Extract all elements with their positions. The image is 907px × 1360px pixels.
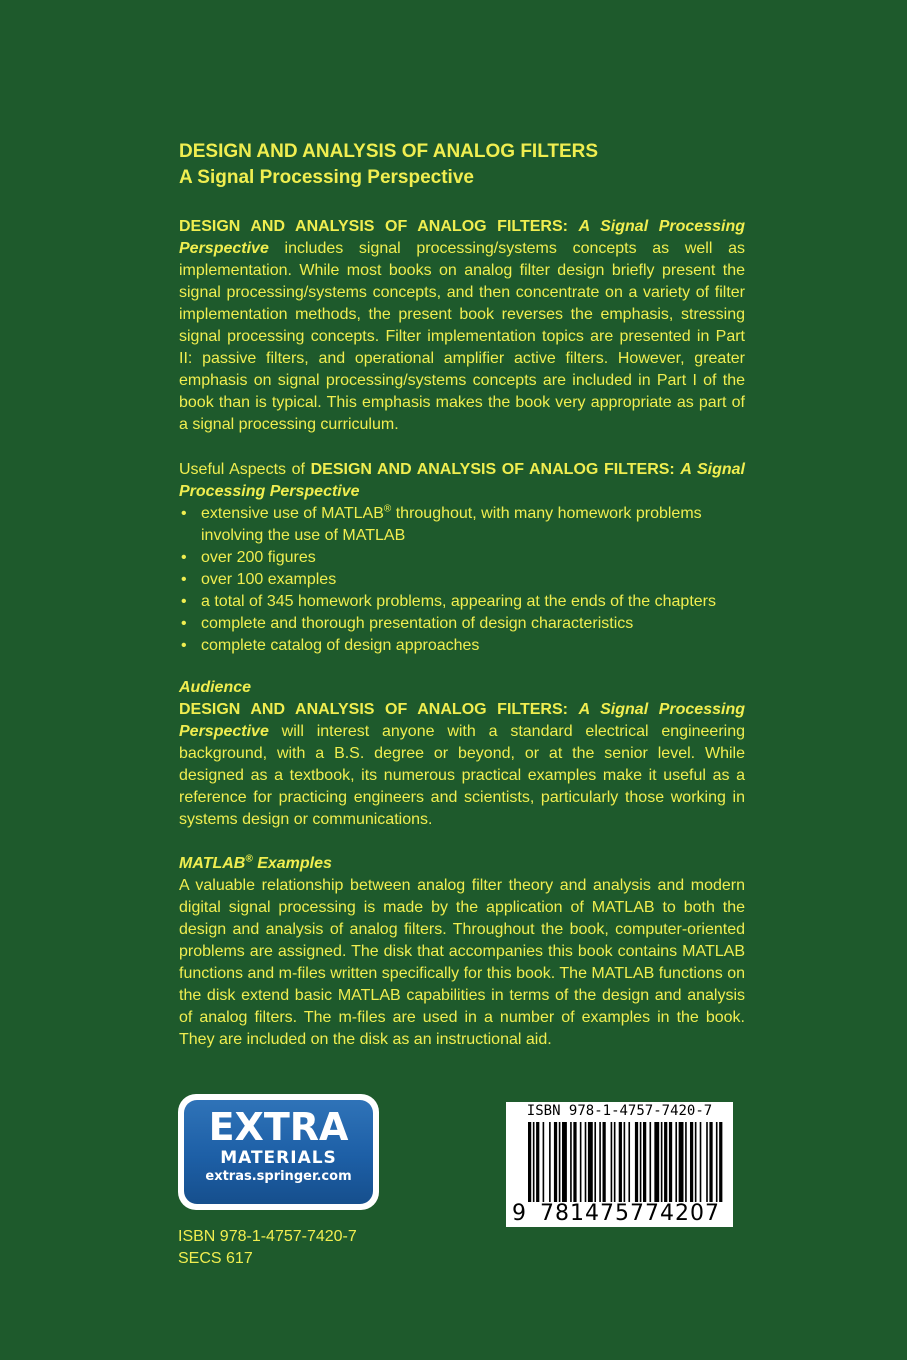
barcode-digits-right: 774207 xyxy=(630,1201,720,1226)
audience-book-title: DESIGN AND ANALYSIS OF ANALOG FILTERS: xyxy=(179,701,568,718)
cover-text xyxy=(179,140,745,1051)
isbn-text: ISBN 978-1-4757-7420-7 xyxy=(178,1228,357,1245)
barcode-bar xyxy=(700,1122,702,1202)
badge-inner xyxy=(184,1100,373,1204)
barcode-bar xyxy=(635,1122,638,1202)
aspect-item: over 200 figures xyxy=(201,549,316,566)
barcode-bar xyxy=(549,1122,551,1202)
aspect-item: a total of 345 homework problems, appearing at the ends of the chapters xyxy=(201,593,716,610)
registered-mark: ® xyxy=(245,853,253,865)
intro-paragraph xyxy=(179,216,745,436)
barcode-bar xyxy=(690,1122,693,1202)
barcode-bar xyxy=(528,1122,531,1202)
barcode-bar xyxy=(570,1122,572,1202)
barcode-bar xyxy=(661,1122,663,1202)
audience-subtitle: A Signal Processing Perspective xyxy=(179,701,745,740)
intro-book-title: DESIGN AND ANALYSIS OF ANALOG FILTERS: xyxy=(179,218,568,235)
badge-url-link[interactable]: extras.springer.com xyxy=(205,1169,352,1184)
barcode-bar xyxy=(594,1122,596,1202)
barcode-bar xyxy=(559,1122,561,1202)
bullet-icon: • xyxy=(181,615,187,632)
barcode-bar xyxy=(654,1122,659,1202)
intro-subtitle: A Signal Processing Perspective xyxy=(179,218,745,257)
barcode-bar xyxy=(716,1122,718,1202)
list-item xyxy=(179,547,745,569)
bullet-icon: • xyxy=(181,549,187,566)
aspects-subtitle: A Signal Processing Perspective xyxy=(179,461,746,500)
matlab-heading xyxy=(179,853,745,875)
extra-materials-badge[interactable] xyxy=(178,1094,379,1210)
book-subtitle: A Signal Processing Perspective xyxy=(179,167,474,188)
barcode-bar xyxy=(599,1122,601,1202)
barcode-bar xyxy=(664,1122,667,1202)
list-item xyxy=(179,613,745,635)
barcode-bar xyxy=(573,1122,576,1202)
bullet-icon: • xyxy=(181,593,187,610)
aspects-lead xyxy=(179,459,745,503)
barcode-bar xyxy=(588,1122,593,1202)
matlab-section xyxy=(179,853,745,1051)
barcode-bar xyxy=(675,1122,677,1202)
barcode-bar xyxy=(628,1122,630,1202)
barcode-bar xyxy=(543,1122,545,1202)
barcode-bar xyxy=(536,1122,539,1202)
barcode-bar xyxy=(709,1122,712,1202)
audience-heading: Audience xyxy=(179,679,252,696)
list-item xyxy=(179,569,745,591)
aspect-item-matlab-post: throughout, with many homework problems involving the use of MATLAB xyxy=(201,505,702,544)
aspects-lead-text: Useful Aspects of xyxy=(179,461,305,478)
aspect-item: complete and thorough presentation of design characteristics xyxy=(201,615,634,632)
barcode-bar xyxy=(619,1122,622,1202)
barcode-bar xyxy=(580,1122,582,1202)
audience-section xyxy=(179,677,745,831)
list-item xyxy=(179,635,745,657)
barcode-isbn-text: ISBN 978-1-4757-7420-7 xyxy=(526,1103,713,1119)
barcode-bar xyxy=(643,1122,646,1202)
barcode-bar xyxy=(611,1122,613,1202)
barcode-bar xyxy=(603,1122,606,1202)
barcode-bar xyxy=(640,1122,642,1202)
registered-mark: ® xyxy=(383,503,392,515)
bullet-icon: • xyxy=(181,505,187,522)
barcode-bar xyxy=(562,1122,567,1202)
isbn-block xyxy=(178,1226,357,1270)
barcode-bar xyxy=(533,1122,535,1202)
barcode-bar xyxy=(614,1122,616,1202)
barcode-bar xyxy=(719,1122,722,1202)
matlab-heading-post: Examples xyxy=(257,855,332,872)
list-item xyxy=(179,591,745,613)
audience-paragraph xyxy=(179,699,745,831)
aspects-section xyxy=(179,459,745,657)
barcode-bar xyxy=(669,1122,672,1202)
aspects-list xyxy=(179,503,745,657)
intro-body: includes signal processing/systems concepts as well as implementation. While most books on analog filter design briefly present the signal processing/systems concepts, and then concentrate on a variety of filter implementation methods, the present book reverses the emphasis, stressing signal processing concepts. Filter implementation topics are presented in Part II: passive filters, and operational amplifier active filters. However, greater emphasis on signal processing/systems concepts are included in Part I of the book than is typical. This emphasis makes the book very appropriate as part of a signal processing curriculum. xyxy=(179,240,745,433)
audience-body: will interest anyone with a standard electrical engineering background, with a B.S. degree or beyond, or at the senior level. While designed as a textbook, its numerous practical examples make it useful as a reference for practicing engineers and scientists, particularly those working in systems design or communications. xyxy=(179,723,745,828)
barcode-bar xyxy=(679,1122,684,1202)
barcode-bar xyxy=(585,1122,587,1202)
badge-materials-text: MATERIALS xyxy=(220,1148,337,1168)
secs-text: SECS 617 xyxy=(178,1250,253,1267)
aspect-item: complete catalog of design approaches xyxy=(201,637,480,654)
barcode-digit-first: 9 xyxy=(512,1201,526,1226)
barcode-digits-left: 781475 xyxy=(540,1201,630,1226)
list-item xyxy=(179,503,745,547)
matlab-heading-pre: MATLAB xyxy=(179,855,246,872)
book-title: DESIGN AND ANALYSIS OF ANALOG FILTERS xyxy=(179,141,599,162)
barcode xyxy=(506,1102,733,1227)
badge-extra-text: EXTRA xyxy=(208,1105,349,1149)
aspect-item: over 100 examples xyxy=(201,571,337,588)
barcode-bar xyxy=(649,1122,651,1202)
bullet-icon: • xyxy=(181,571,187,588)
barcode-bar xyxy=(695,1122,697,1202)
barcode-bar xyxy=(706,1122,708,1202)
barcode-bar xyxy=(624,1122,626,1202)
barcode-bar xyxy=(685,1122,687,1202)
aspects-book-title: DESIGN AND ANALYSIS OF ANALOG FILTERS: xyxy=(310,461,675,478)
bullet-icon: • xyxy=(181,637,187,654)
barcode-bar xyxy=(554,1122,557,1202)
matlab-body: A valuable relationship between analog filter theory and analysis and modern digital signal processing is made by the application of MATLAB to both the design and analysis of analog filters. Throughout the book, computer-oriented problems are assigned. The disk that accompanies this book contains MATLAB functions and m-files written specifically for this book. The MATLAB functions on the disk extend basic MATLAB capabilities in terms of the design and analysis of analog filters. The m-files are used in a number of examples in the book. They are included on the disk as an instructional aid. xyxy=(179,877,745,1048)
barcode-bars xyxy=(528,1122,724,1202)
aspect-item-matlab-pre: extensive use of MATLAB xyxy=(201,505,384,522)
